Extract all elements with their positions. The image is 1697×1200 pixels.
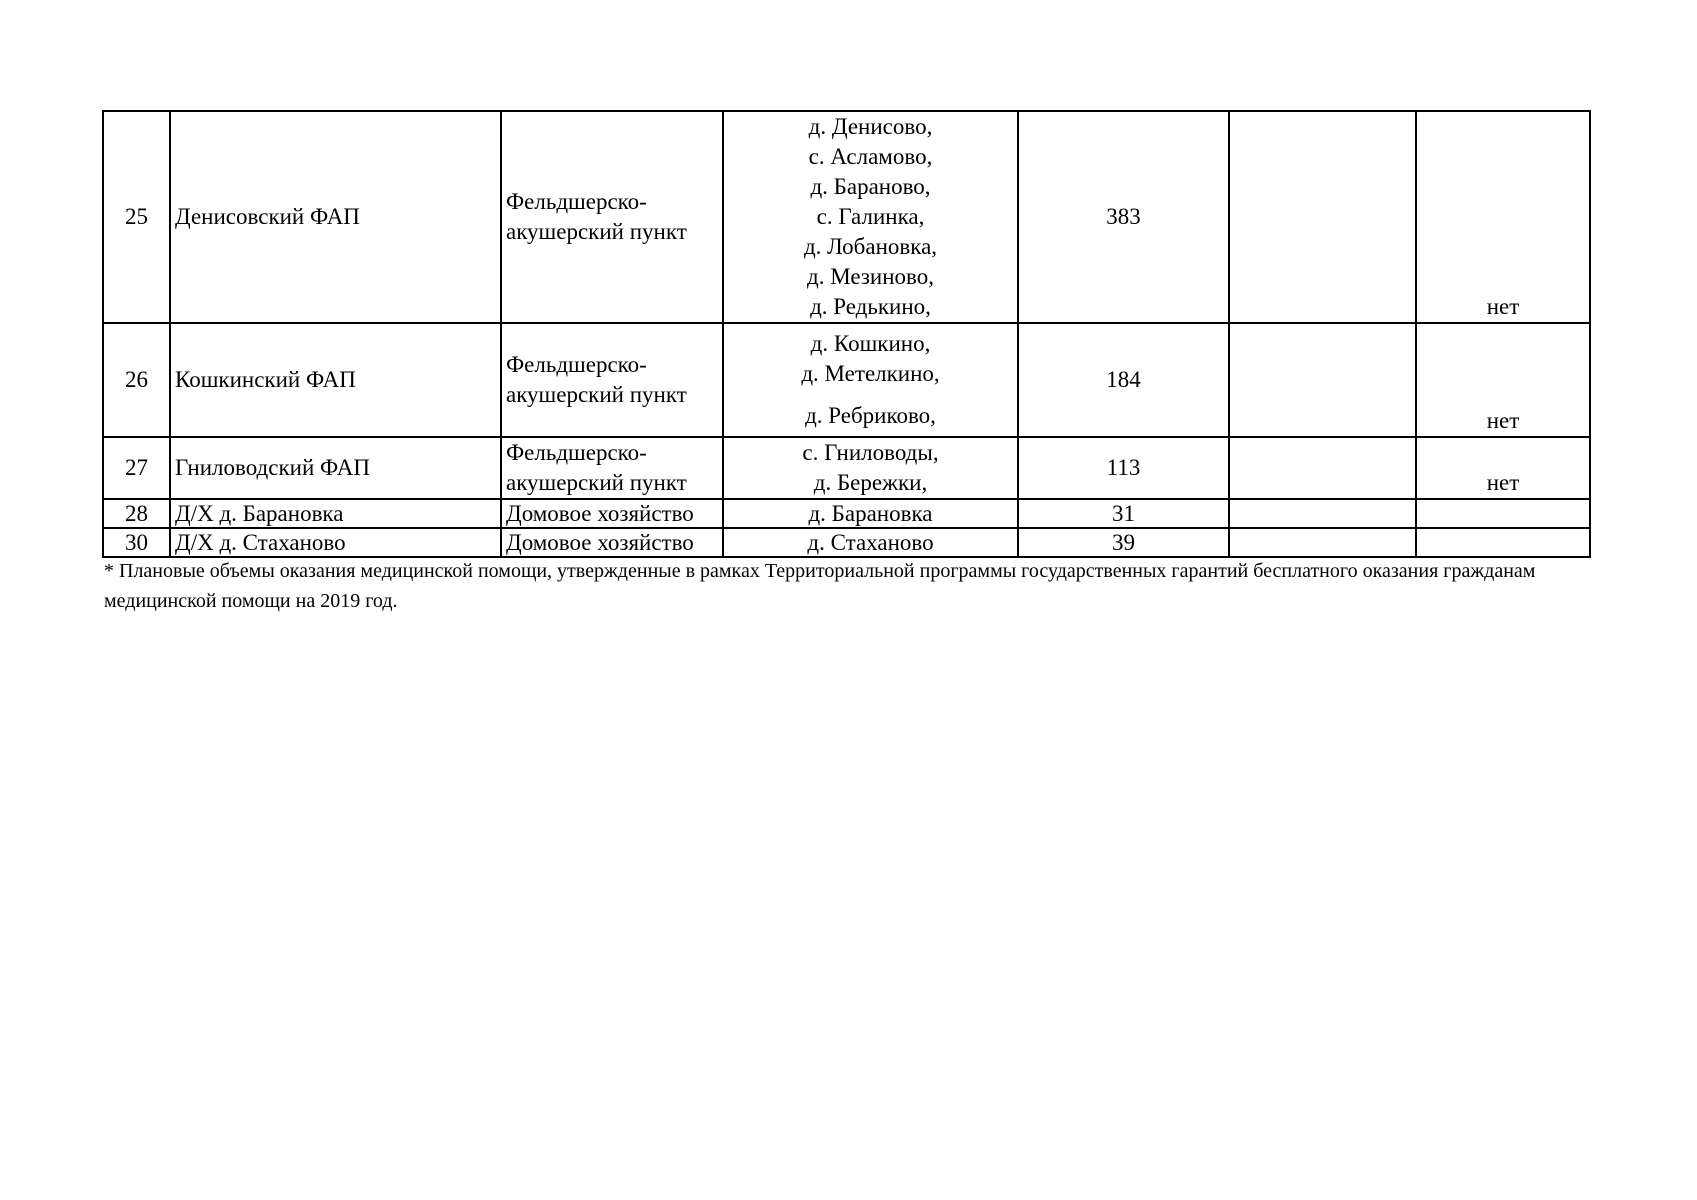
table-row — [103, 499, 1590, 528]
row-number: 28 — [103, 499, 170, 528]
facility-name: Денисовский ФАП — [170, 111, 501, 323]
flag-cell: нет — [1416, 323, 1590, 437]
settlement: д. Денисово, — [808, 114, 933, 139]
row-number: 30 — [103, 528, 170, 557]
table-row — [103, 528, 1590, 557]
settlement: д. Метелкино, — [801, 361, 940, 386]
population-count: 113 — [1018, 437, 1229, 499]
empty-cell — [1229, 111, 1416, 323]
facility-type-line: акушерский пункт — [506, 382, 687, 407]
facilities-table — [102, 110, 1591, 558]
flag-cell — [1416, 528, 1590, 557]
flag-cell: нет — [1416, 111, 1590, 323]
settlement: д. Редькино, — [810, 294, 931, 319]
row-number: 26 — [103, 323, 170, 437]
empty-cell — [1229, 528, 1416, 557]
facility-type: Домовое хозяйство — [501, 528, 723, 557]
facility-name: Д/Х д. Барановка — [170, 499, 501, 528]
settlement: д. Бережки, — [813, 470, 928, 495]
row-number: 25 — [103, 111, 170, 323]
table-row — [103, 111, 1590, 323]
settlements-cell: д. Барановка — [723, 499, 1018, 528]
settlement: д. Мезиново, — [807, 264, 934, 289]
facility-type-line: Фельдшерско- — [506, 440, 647, 465]
facility-name: Гниловодский ФАП — [170, 437, 501, 499]
settlements-cell — [723, 111, 1018, 323]
facility-type-line: Фельдшерско- — [506, 189, 647, 214]
facility-name: Д/Х д. Стаханово — [170, 528, 501, 557]
footnote: * Плановые объемы оказания медицинской помощи, утвержденные в рамках Территориальной программы государственных гарантий бесплатного оказания гражданам медицинской помощи на 2019 год. — [104, 560, 1536, 612]
facility-type-line: акушерский пункт — [506, 219, 687, 244]
settlement: д. Ребриково, — [805, 403, 936, 428]
facility-type-line: акушерский пункт — [506, 470, 687, 495]
row-number: 27 — [103, 437, 170, 499]
empty-cell — [1229, 437, 1416, 499]
settlements-cell — [723, 437, 1018, 499]
flag-cell: нет — [1416, 437, 1590, 499]
settlement: д. Кошкино, — [810, 331, 931, 356]
facility-type — [501, 437, 723, 499]
facility-name: Кошкинский ФАП — [170, 323, 501, 437]
empty-cell — [1229, 323, 1416, 437]
settlements-cell — [723, 323, 1018, 437]
settlement: д. Бараново, — [810, 174, 931, 199]
settlements-cell: д. Стаханово — [723, 528, 1018, 557]
facility-type-line: Фельдшерско- — [506, 352, 647, 377]
population-count: 31 — [1018, 499, 1229, 528]
facility-type — [501, 323, 723, 437]
flag-cell — [1416, 499, 1590, 528]
settlement: с. Асламово, — [808, 144, 933, 169]
population-count: 383 — [1018, 111, 1229, 323]
population-count: 184 — [1018, 323, 1229, 437]
facility-type — [501, 111, 723, 323]
table-row — [103, 437, 1590, 499]
spacer — [724, 389, 1017, 401]
empty-cell — [1229, 499, 1416, 528]
settlement: с. Гниловоды, — [802, 440, 939, 465]
facility-type: Домовое хозяйство — [501, 499, 723, 528]
settlement: с. Галинка, — [816, 204, 925, 229]
settlement: д. Лобановка, — [803, 234, 938, 259]
table-row — [103, 323, 1590, 437]
population-count: 39 — [1018, 528, 1229, 557]
